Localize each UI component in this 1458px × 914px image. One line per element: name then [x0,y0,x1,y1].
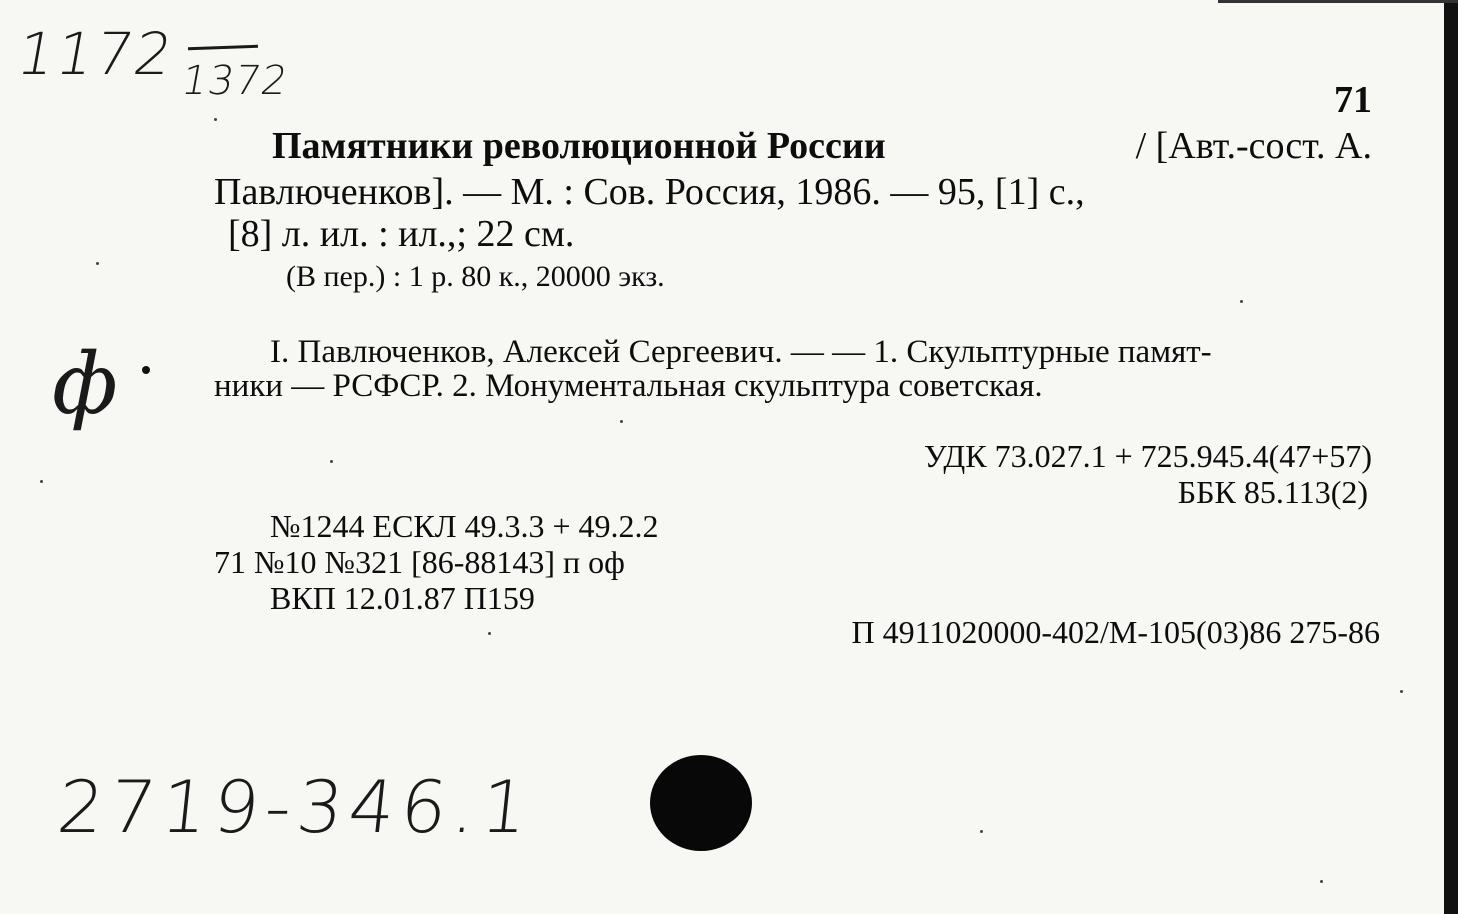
imprint-line: Павлюченков]. — М. : Сов. Россия, 1986. — 95, [1] с., [214,171,1085,213]
fraction-bar [188,45,258,50]
handwritten-call-number-secondary: 1372 [177,58,292,104]
udk-code: УДК 73.027.1 + 725.945.4(47+57) [924,438,1372,474]
bbk-code: ББК 85.113(2) [1177,474,1368,510]
punch-hole [650,755,752,851]
internal-code-1: №1244 ЕСКЛ 49.3.3 + 49.2.2 [270,508,659,544]
subject-headings-line-2: ники — РСФСР. 2. Монументальная скульптура советская. [214,368,1043,404]
card-edge-top [1218,0,1458,3]
speck [40,480,43,483]
book-title: Памятники революционной России [272,125,886,167]
speck [214,118,217,121]
price-line: (В пер.) : 1 р. 80 к., 20000 экз. [286,260,665,293]
internal-code-3: ВКП 12.01.87 П159 [270,580,535,616]
title-line [272,124,1372,168]
internal-code-2: 71 №10 №321 [86-88143] п оф [214,544,625,580]
publisher-code: П 4911020000-402/М-105(03)86 275-86 [851,614,1380,650]
handwritten-mark: ф [52,335,118,433]
handwritten-inventory-number: 2719-346.1 [53,765,538,849]
speck [96,262,99,265]
handwritten-call-number: 1172 [12,20,180,88]
speck [330,460,333,463]
speck [488,632,491,635]
subject-headings-line-1: I. Павлюченков, Алексей Сергеевич. — — 1. Скульптурные памят- [270,334,1212,370]
speck [1240,300,1243,303]
title-responsibility: / [Авт.-сост. А. [1135,125,1372,167]
speck [620,420,623,423]
card-number: 71 [1334,79,1372,121]
speck [1320,880,1323,883]
speck [1400,690,1403,693]
mark-dot [142,366,150,374]
physical-description: [8] л. ил. : ил.,; 22 см. [228,213,575,255]
speck [980,830,983,833]
card-edge [1444,0,1458,914]
